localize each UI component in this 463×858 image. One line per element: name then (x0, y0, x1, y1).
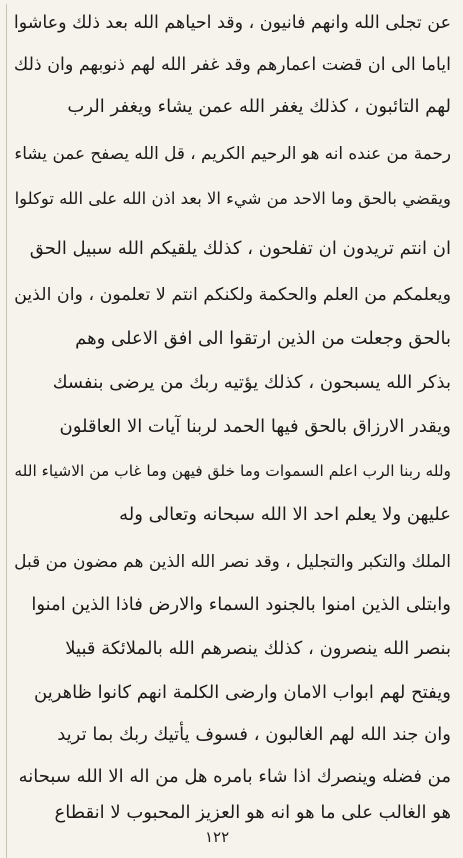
manuscript-line: ويعلمكم من العلم والحكمة ولكنكم انتم لا تعلمون ، وان الذين (14, 285, 451, 305)
manuscript-line: من فضله وينصرك اذا شاء بامره هل من اله الا الله سبحانه (18, 766, 451, 787)
manuscript-line: ويقدر الارزاق بالحق فيها الحمد لربنا آيات الا العاقلون (59, 416, 451, 437)
manuscript-line: وابتلى الذين امنوا بالجنود السماء والارض فاذا الذين امنوا (31, 594, 451, 615)
manuscript-line: عليهن ولا يعلم احد الا الله سبحانه وتعالى وله (119, 504, 451, 525)
manuscript-line: رحمة من عنده انه هو الرحيم الكريم ، قل الله يصفح عمن يشاء (14, 143, 451, 163)
manuscript-line: اياما الى ان قضت اعمارهم وقد غفر الله لهم ذنوبهم وان ذلك (13, 55, 451, 75)
manuscript-line: بنصر الله ينصرون ، كذلك ينصرهم الله بالملائكة قبيلا (65, 638, 451, 659)
manuscript-line: عن تجلى الله وانهم فانيون ، وقد احياهم الله بعد ذلك وعاشوا (13, 13, 451, 33)
manuscript-line: وان جند الله لهم الغالبون ، فسوف يأتيك ربك بما تريد (57, 724, 451, 745)
manuscript-line: الملك والتكبر والتجليل ، وقد نصر الله الذين هم مضون من قبل (14, 551, 451, 571)
manuscript-line: هو الغالب على ما هو انه هو العزيز المحبوب لا انقطاع (54, 802, 451, 823)
manuscript-line: لهم التائبون ، كذلك يغفر الله عمن يشاء ويغفر الرب (67, 96, 451, 117)
page-number: ١٢٢ (205, 828, 230, 846)
manuscript-line: بذكر الله يسبحون ، كذلك يؤتيه ربك من يرضى بنفسك (52, 372, 451, 393)
manuscript-line: ان انتم تريدون ان تفلحون ، كذلك يلقيكم الله سبيل الحق (29, 238, 451, 259)
manuscript-line: ولله ربنا الرب اعلم السموات وما خلق فيهن وما غاب من الاشياء الله (14, 462, 451, 480)
manuscript-line: بالحق وجعلت من الذين ارتقوا الى افق الاعلى وهم (75, 328, 451, 349)
manuscript-line: ويفتح لهم ابواب الامان وارضى الكلمة انهم كانوا ظاهرين (34, 682, 451, 703)
manuscript-line: ويقضي بالحق وما الاحد من شيء الا بعد اذن الله على الله توكلوا (14, 189, 451, 208)
